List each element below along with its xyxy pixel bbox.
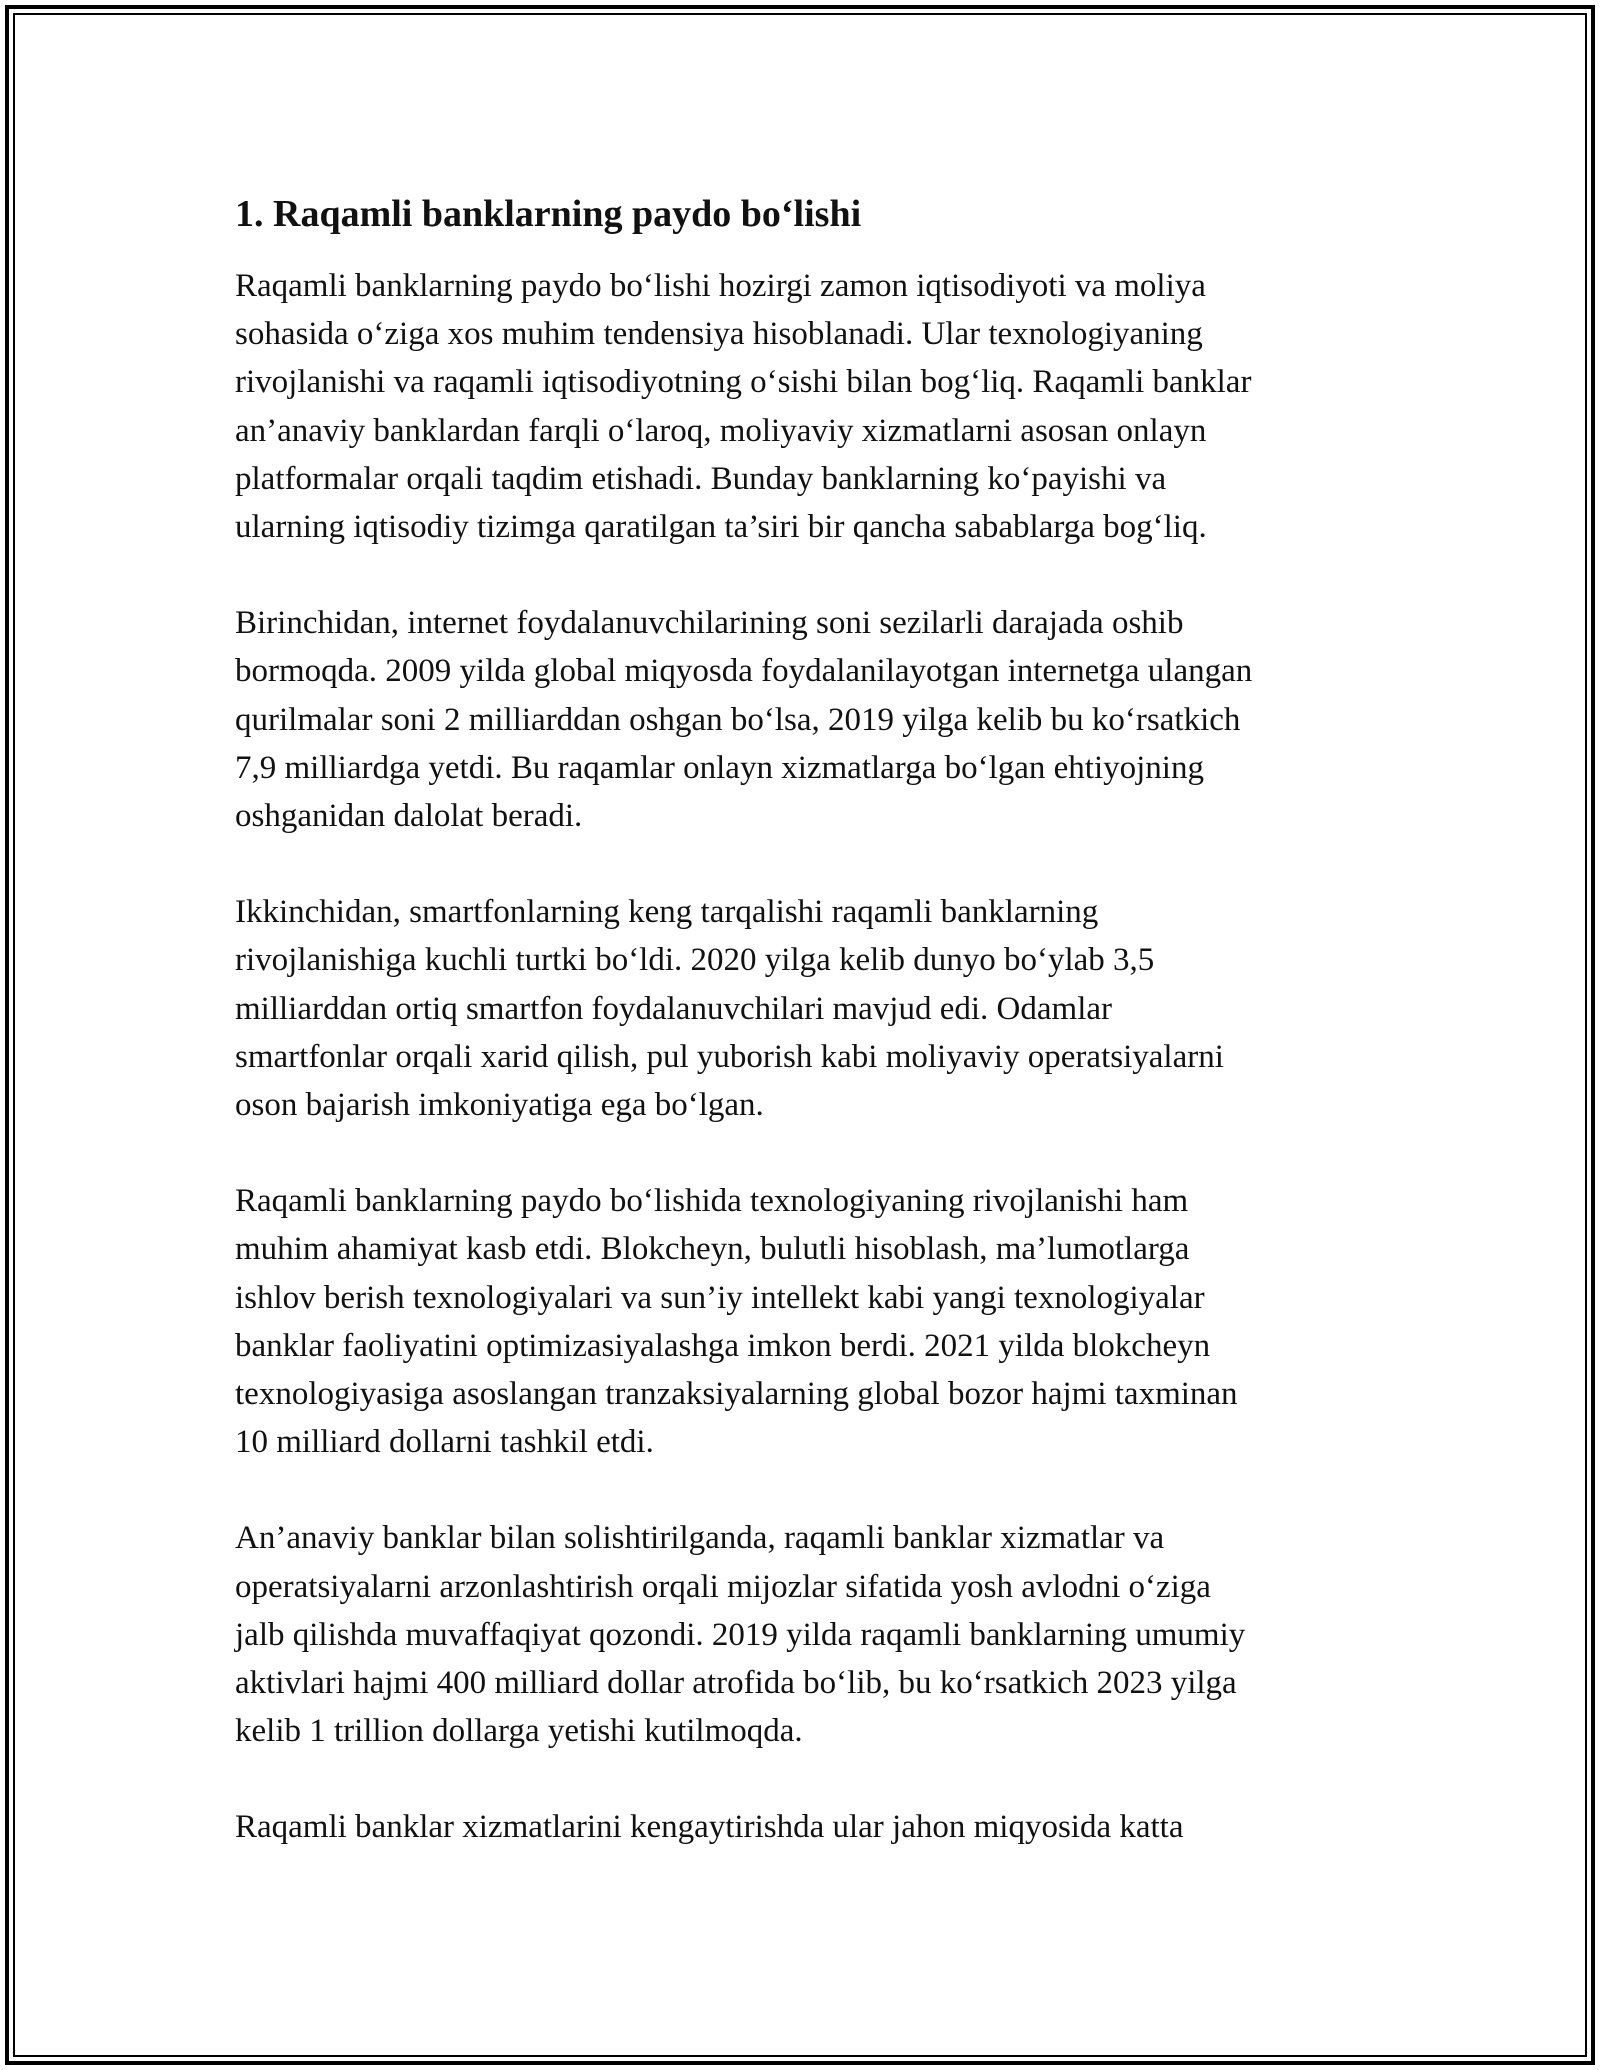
paragraph-smartphones: Ikkinchidan, smartfonlarning keng tarqalishi raqamli banklarning rivojlanishiga kuchli turtki bo‘ldi. 2020 yilga kelib dunyo bo‘ylab 3,5 milliarddan ortiq smartfon foydalanuvchilari mavjud edi. Odamlar smartfonlar orqali xarid qilish, pul yuborish kabi moliyaviy operatsiyalarni oson bajarish imkoniyatiga ega bo‘lgan.: [235, 894, 1224, 1124]
document-body: [235, 186, 1385, 1900]
paragraph-intro: Raqamli banklarning paydo bo‘lishi hozirgi zamon iqtisodiyoti va moliya sohasida o‘ziga xos muhim tendensiya hisoblanadi. Ular texnologiyaning rivojlanishi va raqamli iqtisodiyotning o‘sishi bilan bog‘liq. Raqamli banklar an’anaviy banklardan farqli o‘laroq, moliyaviy xizmatlarni asosan onlayn platformalar orqali taqdim etishadi. Bunday banklarning ko‘payishi va ularning iqtisodiy tizimga qaratilgan ta’siri bir qancha sabablarga bog‘liq.: [235, 268, 1252, 546]
paragraph-internet-users: Birinchidan, internet foydalanuvchilarining soni sezilarli darajada oshib bormoqda. 2009 yilda global miqyosda foydalanilayotgan internetga ulangan qurilmalar soni 2 milliarddan oshgan bo‘lsa, 2019 yilga kelib bu ko‘rsatkich 7,9 milliardga yetdi. Bu raqamlar onlayn xizmatlarga bo‘lgan ehtiyojning oshganidan dalolat beradi.: [235, 605, 1253, 835]
section-heading: 1. Raqamli banklarning paydo bo‘lishi: [235, 193, 862, 235]
paragraph-expansion: Raqamli banklar xizmatlarini kengaytirishda ular jahon miqyosida katta: [235, 1809, 1184, 1846]
paragraph-comparison: An’anaviy banklar bilan solishtirilganda, raqamli banklar xizmatlar va operatsiyalarni arzonlashtirish orqali mijozlar sifatida yosh avlodni o‘ziga jalb qilishda muvaffaqiyat qozondi. 2019 yilda raqamli banklarning umumiy aktivlari hajmi 400 milliard dollar atrofida bo‘lib, bu ko‘rsatkich 2023 yilga kelib 1 trillion dollarga yetishi kutilmoqda.: [235, 1520, 1246, 1750]
paragraph-technology: Raqamli banklarning paydo bo‘lishida texnologiyaning rivojlanishi ham muhim ahamiyat kasb etdi. Blokcheyn, bulutli hisoblash, ma’lumotlarga ishlov berish texnologiyalari va sun’iy intellekt kabi yangi texnologiyalar banklar faoliyatini optimizasiyalashga imkon berdi. 2021 yilda blokcheyn texnologiyasiga asoslangan tranzaksiyalarning global bozor hajmi taxminan 10 milliard dollarni tashkil etdi.: [235, 1183, 1238, 1461]
